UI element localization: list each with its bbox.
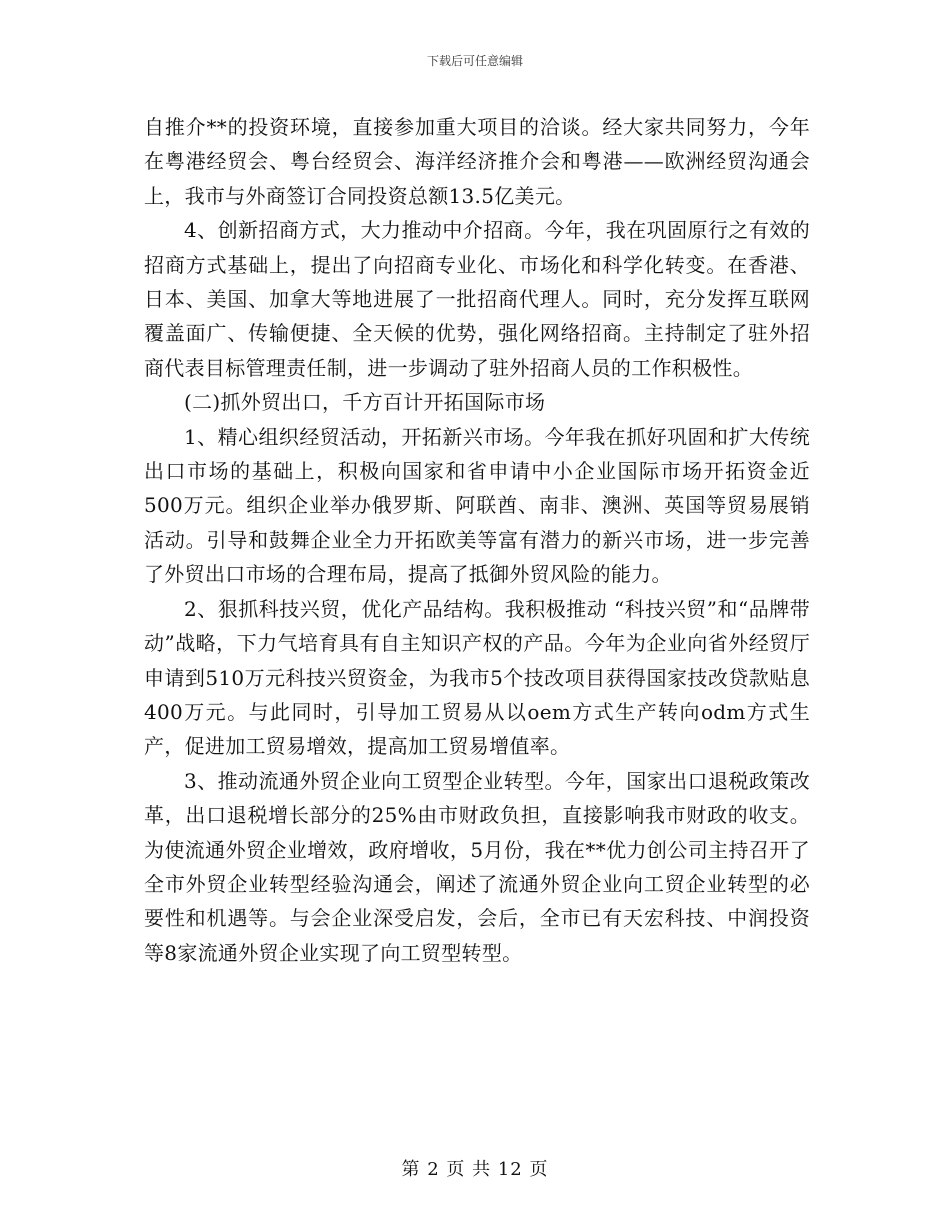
page-header: 下载后可任意编辑: [426, 54, 523, 68]
document-body: [144, 110, 810, 970]
paragraph-3: 1、精心组织经贸活动，开拓新兴市场。今年我在抓好巩固和扩大传统出口市场的基础上，积极向国家和省申请中小企业国际市场开拓资金近500万元。组织企业举办俄罗斯、阿联酋、南非、澳洲、英国等贸易展销活动。引导和鼓舞企业全力开拓欧美等富有潜力的新兴市场，进一步完善了外贸出口市场的合理布局，提高了抵御外贸风险的能力。: [144, 424, 810, 587]
paragraph-4: 2、狠抓科技兴贸，优化产品结构。我积极推动 “科技兴贸”和“品牌带动”战略，下力气培育具有自主知识产权的产品。今年为企业向省外经贸厅申请到510万元科技兴贸资金，为我市5个技改项目获得国家技改贷款贴息400万元。与此同时，引导加工贸易从以oem方式生产转向odm方式生产，促进加工贸易增效，提高加工贸易增值率。: [144, 596, 810, 759]
page-footer: 第 2 页 共 12 页: [401, 1159, 549, 1180]
paragraph-2: 4、创新招商方式，大力推动中介招商。今年，我在巩固原行之有效的招商方式基础上，提出了向招商专业化、市场化和科学化转变。在香港、日本、美国、加拿大等地进展了一批招商代理人。同时，充分发挥互联网覆盖面广、传输便捷、全天候的优势，强化网络招商。主持制定了驻外招商代表目标管理责任制，进一步调动了驻外招商人员的工作积极性。: [144, 218, 810, 380]
section-heading: (二)抓外贸出口，千方百计开拓国际市场: [184, 390, 546, 415]
paragraph-5: 3、推动流通外贸企业向工贸型企业转型。今年，国家出口退税政策改革，出口退税增长部分的25%由市财政负担，直接影响我市财政的收支。为使流通外贸企业增效，政府增收，5月份，我在**优力创公司主持召开了全市外贸企业转型经验沟通会，阐述了流通外贸企业向工贸企业转型的必要性和机遇等。与会企业深受启发，会后，全市已有天宏科技、中润投资等8家流通外贸企业实现了向工贸型转型。: [144, 768, 810, 965]
paragraph-1: 自推介**的投资环境，直接参加重大项目的洽谈。经大家共同努力，今年在粤港经贸会、粤台经贸会、海洋经济推介会和粤港——欧洲经贸沟通会上，我市与外商签订合同投资总额13.5亿美元。: [144, 115, 810, 208]
